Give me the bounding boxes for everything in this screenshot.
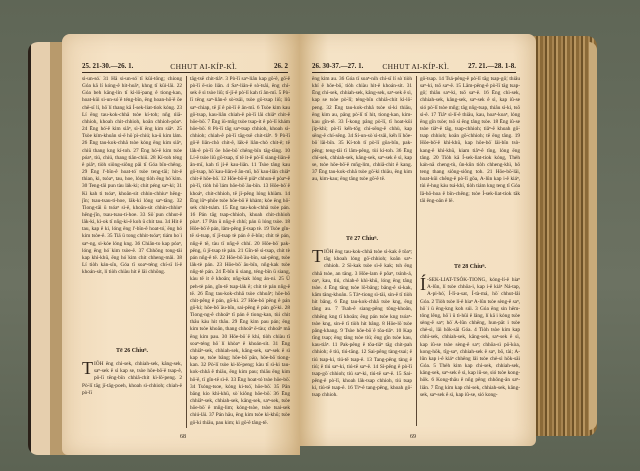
- right-header-ref: 26. 30-37.—27. 1.: [312, 62, 364, 70]
- left-header-ref-right: 26. 2: [274, 62, 288, 70]
- right-column-2: [420, 76, 520, 426]
- chapter-heading: Tē 28 Chiuⁿ.: [454, 264, 486, 270]
- drop-cap: T: [312, 246, 323, 267]
- page-number: 69: [410, 434, 416, 440]
- column-text: si-un-só͘. 31 Hā si-un-só͘ tī kūi-tōng; chiong Góa kā lí kóng-ê hit-hoāⁿ, khng tī kūi-lāi. 22 Góa beh kāng-lín tī kì-lō͘-pang ê tiong-kan, hoat-kūi si-un-só͘ ê téng-bīn, ēng hoan-hō͘-ê ōe chē-sī lí, hō͘ lí thang kā Í-sek-liat-tiok kóng. 23 Lí ēng tau-kok-chhâ tsòe kí-toh; nn̄g ńiā-chhioh, khoah chit-chhioh, koân chhioh-pòaⁿ. 24 Ēng hó͘-ê kim siâⁿ, sì-lí ēng kim siâⁿ. 25 Tsòe kím-khoân sì-ē hō͘ pì-chiú; ka-ū kim lám. 26 Ēng tau-kok-chhâ tsòe kóng ēng kim siâⁿ, chiū thang kng kí-toh. 27 Ēng hó͘-ê kim tsòe póaⁿ, tiú, chiú, thang tiân-chiū. 28 Kí-toh téng ê piâⁿ, tiòh siông-siông pâi tī Góa bīn-chêng. 29 Ēng l'-bīn-ê hoat-tó͘ tsòe teng-tāi; hit-ê thian, ki, tsóaⁿ, tau, hoe, lóng tiòh ēng hó͘ kim. 30 Teng-tāi pun tàu lák-ki; chit péng saⁿ-ki; 31 Ki kah ti tsóaⁿ, khoân-sit chhin-chhiuⁿ hēng-jîn; tsau-tsau-ti-hoe, lāk-ki lóng saⁿ-tāng. 32 Tiong-tāi ū tsóaⁿ sì-ê, khoân-sit chhin-chhiuⁿ hēng-jîn, tsau-tsau-ti-hoe. 33 Sō͘ pun chhut-ê lāk-ki, kì-ok tī nn̄g-ki-ê koh ū chit tau. 34 Hit ê tau, kap ê ki, lóng ēng l'-bīn-ê hoat-tó͘, ēng hó͘ kim tsòe-ê. 35 Tiā ū tong chhit-tsóaⁿ; tiám ho͘ i saⁿ-ng, si-kóe lóng kng. 36 Chiān-to kap póaⁿ, lóng ēng hó͘ kim tsòe-ê. 37 Chhōng tong-tāi kap khì-khū, ēng hó͘ kim chit chheng-mâi. 38 Lí tiòh kán-sīn, Góa tī soaⁿ-téng chí-sī lí-ê khoán-sit, lí tiòh chiàu hit ê lāi chhōng.: [82, 76, 182, 276]
- left-running-header: [82, 60, 288, 72]
- column-text: TIŌH ēng chì-sek, chhiah-sek, kâng-sek, saⁿ-sek ê sì kap se, tsòe hōe-bō͘-ê tsap-ê, pô-lī tēng-bīn chhiâ-chit kì-lō͘-peng. 2 Pò͘-lī tāg jī-tāg-poeh, khoah sì-chhioh; chiah-ê pò͘-lī: [82, 358, 182, 396]
- header-rule: [312, 72, 516, 73]
- right-running-header: [312, 60, 516, 72]
- book-right-page-edges: [531, 36, 597, 436]
- drop-cap: T: [82, 358, 93, 379]
- chapter-heading: Tē 27 Chiuⁿ.: [346, 236, 378, 242]
- right-page: [300, 34, 536, 446]
- page-number: 68: [180, 434, 186, 440]
- column-text: tāg-tsē chit-tiâⁿ. 3 Pò͘-lī saⁿ-liân kap gō͘-ê, gō͘-ê pò͘-lī ē-sio liân. 4 Saⁿ-liân-ê sò͘-tsâi, ēng chí-sek ê sì tsòe liû; tī-jī-ê pò͘-lī kah tī ân-mī. 5 Pò͘-lī tēng saⁿ-liân-ê sò͘-tsâi, tsòe gō͘-tsap liû; liû saⁿ-chiap, tē jī ê pò͘-lī ê ân-mī. 6 Tsòe kim kau gō͘-tsap, kau-liân chiah-ê pò͘-lī lâi chiâⁿ chit-ê hōe-bō͘. 7 Ēng iū-mn̄g tsòe tsap-it ê pò͘-lī khám hōe-bō͘. 8 Pò͘-lī tāg saⁿ-tsap chhioh, khoah sì-chhioh; chiah-ê pò͘-lī tāg-tsē chit-tiâⁿ. 9 Pò͘-lī gō͘-ê liân-chò chit-ê, lāk-ê liân-chò chit-ê; tē lāk-ê pò͘-lī ōe hōe-bō͘ chêng-bīn tāg-tāng. 10 Lí-ê tsòe liû gō͘-tsap, tī tē it-ê pò͘-lī siang-liân-ê ân-mī, kah tī ji-ê kau-liân. 11 Tsòe tâng kau gō͘-tsap, hō͘ kau-liân-ê ân-mī, hō͘ kau-liân chiâⁿ chit-ê hōe-bō͘. 12 Hōe-bō͘-ê piâⁿ chhun-ê pòaⁿ-ê pò͘-lī, tiòh hō͘ lám hōe-bō͘ āu-bīn. 13 Hōe-bō͘ ê khoáⁿ, chit-chhioh, tē jī-pêng lóng khiàm. 14 Ēng iûⁿ-phôe tsòe hōe-bō͘ ê khàm; kòe ēng hō͘-sek chit-tsàm. 15 Ēng tau-kok-chhâ tsòe pán. 16 Pán tāg tsap-chhioh, khoah chit-chhioh pòaⁿ. 17 Pán ū nn̄g-ê chhí; pán ū lóng tsòe. 18 Hōe-bō͘ ê pán, lâm-pêng jī-tsap tè. 19 Tsòe gîn-tē sì-tsap, tī jī-tsap tè pán ê ē-bīn; chit tè pán, nn̄g-ê tē, tàu tī nn̄g-ê chhí. 20 Hōe-bō͘ pak-pêng, ū jī-tsap tè pán. 21 Gîn-tē sì-tsap, chit tè pán nn̄g-ê tē. 22 Hōe-bō͘ āu-bīn, sai-pêng, tsòe lāk-tè pán. 23 Hōe-bō͘ āu-bīn, nn̄g-kak tsòe nn̄g-tè pán. 24 Ē-bīn ū siang, téng-bīn ū siang, kàu tē it ê khoân; nn̄g-kak lóng án-ni. 25 Ū peh-tè pán, gîn-tē tsap-lák ê; chit tè pán nn̄g-ê tē. 26 Ēng tau-kok-chhâ tsòe chhoâⁿ; hōe-bō͘ chit-pêng ê pán, gō͘-ki. 27 Hōe-bō͘ pêng ê pán gō͘-ki; hōe-bō͘ āu-bīn, sai-pêng ê pán gō͘-ki. 28 Tiong-ng-ê chhoâⁿ tī pán ê tiong-kan, tùi chit thâu kàu hit thâu. 29 Ēng kim pau pán; ēng kim tsòe khoân, thang chhoâⁿ ē-tàu; chhoâⁿ mā ēng kim pau. 30 Hōe-bō͘ ē khí, tiòh chiàu tī soaⁿ-téng hō͘ lí khòaⁿ ê khoán-sit. 31 Ēng chhiâⁿ-sek, chhiah-sek, kâng-sek, saⁿ-sek ê sì kap se, tsòe bâng; hōe-bō͘ pān, hōe-bō͘ tiong-kan. 32 Pò͘-lī tsòe ki-lō͘-peng; kàu tī sì-ki tau-kok-chhâ ê thiāu, ēng kim pau; thiāu ēng kim hō͘-ê, tī gîn-tē sì-ê. 33 Ēng hoat-tó͘ tsòe hōe-bō͘. 34 Tsóng-tsoe, kóng ki-tsó͘, hōe-bō͘. 35 Pān bāng kio khì-khū, sò͘ kiông hōe-bō͘. 36 Ēng chhiâⁿ-sek, chhiah-sek, kâng-sek, saⁿ-sek, tsòe hōe-bō͘ ê mn̄g-lim; kóng-tsòe, tsòe tsai-sek chiú-lāi. 37 Pán hāu, ēng kim tsòe kì-khū; tsòe gō͘-ki thiāu, pau kim; kì gō͘-ê tâng-tē.: [190, 76, 290, 426]
- chapter-heading: Tē 26 Chiuⁿ.: [116, 348, 148, 354]
- column-text: ēng kim au. 36 Góa tī soaⁿ-nih chí-sī lí sò͘ tiòh khí ê hōe-bō͘, tiòh chiàu hit-ê khoán-sit. 31 Ēng chí-sek, chhiah-sek, kâng-sek, saⁿ-sek ê sì, kap se tsòe pò͘-lī; téng-bīn chhiâ-chit kì-lō͘-peng. 32 Ēng tau-kok-chhâ tsòe sì-ki thiāu, ēng kim au, pâng pò͘-lī tī hit, tiong-kan, kim-kau gîn-tē. 33 Í-kong pâng pò͘-lī, tī hoat-kūi jīp-khì; pò͘-lī kéh-tōg chí-sēng-ê chhù, kap sēng-ê chí-sēng. 34 Sí-un-sò͘ sì-tsâi, kéh lī hōe-bō͘ lāi-bīn. 35 Kí-toh tī pò͘-lī gōa-bīn, pak-pêng; teng-tāi tī lâm-pêng, tùi kí-toh. 36 Ēng chí-sek, chhiah-sek, kâng-sek, saⁿ-sek ê sì, kap se, tsòe hōe-bō͘-ê mn̄g-lim, chhiâ-chit ê kang. 37 Ēng tau-kok-chhâ tsòe gō͘-ki thiāu, ēng kim au, kim-kau; ēng tâng tsòe gō͘-ê tē.: [312, 76, 412, 183]
- left-page: [62, 34, 300, 455]
- left-column-2: [190, 76, 290, 429]
- column-text: Í -SEK-LIAT-TSÓK-TIONG, kóng-lí-ê hiaⁿ A-lûn, lí tsòe chhōa-i, kap i-ê kiáⁿ Ná-tap, A-pi-hó͘, Í-lî-a-sat, Í-tà-má, hō͘ chhut-lâi Góa. 2 Tiòh tsòe lí-ê hiaⁿ A-lûn tsòe sèng-ê saⁿ, hō͘ i ū êng-kng koh súi. 3 Góa ēng sin hēm-tông lêng, hō͘ i ū tì-hūi ê lâng, lí kā i kóng tsòe sèng-ê saⁿ; hō͘ A-lûn chhēng, hun-pāt i tsòe chè-sì, lâi hōk-sāi Góa. 4 Tiòh tsòe kim kap chhì-sek, chhiah-sek, kâng-sek, saⁿ-sek ê sì, kap iû-se tsòe sèng-ê saⁿ; chhōa-sì pō͘-kòa, kong-hōk, tîg-saⁿ, chhiah-sek ê saⁿ, bō, tài; A-lûn kap i-ê kiáⁿ chhēng lâi tsòe chè-sì hōk-sāi Góa. 5 Thèh kim kap chì-sek, chhiah-sek, kâng-sek, saⁿ-sek ê sì, kap iû-se, sió tsòe kong-hōk. 6 Kong-thâu ê nn̄g pêng chhōng-ân saⁿ-liân. 7 Ēng kim kap chì-sek, chhiah-sek, kâng-sek, saⁿ-sek ê sì, kap iû-se, sió kong-: [420, 274, 520, 398]
- right-header-ref-right: 27. 21.—28. 1-8.: [468, 62, 516, 70]
- column-divider: [416, 76, 417, 426]
- left-header-ref: 25. 21-30.—26. 1.: [82, 62, 134, 70]
- open-book: [26, 34, 586, 460]
- right-header-title: CHHUT AI-KÍP-KÌ.: [382, 61, 450, 71]
- left-header-title: CHHUT AI-KÍP-KÌ.: [170, 61, 238, 71]
- header-rule: [82, 72, 288, 73]
- left-column-1: [82, 76, 182, 431]
- column-text: gō͘-tsap. 14 Tsá-pêng-ê pò͘-lī tāg tsap-gō͘; thiâu saⁿ-ki, tsō saⁿ-ê. 15 Lâm-pêng-ê pò͘-lī tāg tsap-gō͘; thiâu saⁿ-ki, tsō saⁿ-ê. 16 Ēng chì-sek, chhiah-sek, kâng-sek, saⁿ-sek ê sì, kap iû-se sió pò͘-lī tsòe mn̄g; tāg nn̄g-tsap, thiâu sì-ki, tsō sì-ê. 17 Tiâⁿ sì-lī-ê thiâu, kau, hoaⁿ-koaⁿ, lóng ēng gîn tsòe; tsō sì ēng tâng tsòe. 18 Ēng iû-se tsòe tiâⁿ-ê tāg, tsap-chhioh; tiâⁿ-ê khoah gō͘-tsap chhioh; koân gō͘-chhioh; tē ēng tâng. 19 Hōe-bō͘-ê khì-khū, kap hōe-bō͘ lāi-bīn tsò-kang-ê khì-khū, kiam tiâⁿ-ê tīng, lóng ēng tâng. 20 Tiòh kā Í-sek-liat-tiok kóng, Thèh ka̍n-nā cheng-tù, ûn-kûn tiòh chheng-khì, hō͘ teng thang siông-siông toh. 21 Hōe-bō͘-lāi, hoat-kūi chêng-ê pò͘-lī gōa, A-lûn kap i-ê kiáⁿ, tùi ê-hng kàu tsá-khí, tiòh tiám kng teng tī Góa Iâ-hō-hoa ê bīn-chêng; tsòe Í-sek-liat-tiok tāk tāi êng-oân ê lē.: [420, 76, 520, 204]
- column-divider: [186, 76, 187, 428]
- right-column-1: [312, 76, 412, 429]
- column-text: TIŌH ēng tau-kok-chhâ tsòe sì-kak ê tōaⁿ; tāg khoah lóng gō͘-chhioh; koân saⁿ-chhioh. 2 Sì-kak tsòe sì-ê kak; tsh ēng chhâ tsòe, an tâng. 3 Hōe-lam ê pôaⁿ, tsình-á, oaⁿ, kau, tiú, chiah-ê khì-khū, lóng ēng tâng tsòe. 4 Ēng tâng tsòe lō͘-bâng; bâng-ê sì-kak, kâm tâng-khoân. 5 Tàⁿ-tiong sì-tāi, sin-ê tī tiòh hit bâng. 6 Ēng tau-kok-chhâ tsòe kng, ēng tâng au. 7 Tsah-ê siang-pêng tōng-khoân, chhēng kng tī khoân; ēng pán tsòe kng tsóaⁿ-tsòe kng, sin-ê tī tiòh hit bâng. 8 Hōe-lō͘ tsòe pâng-khang. 9 Tsòe hōe-bō͘ ê tōa-tiâⁿ. 10 Kap tīng tsap; ēng tâng tsòe tiú; ēng gîn tsòe kau, kau-tiâⁿ. 11 Pak-pêng ê tōa-tiâⁿ tāg chit-pah chhioh; ê tiú, tiú-tāng. 12 Sai-pêng tàng-tsai; ê tiú tsap-ki, tiú-tē tsap-ê. 13 Tang-pêng tàng ê tiú; ê tiú saⁿ-ki, tiú-tē saⁿ-ê. 14 Sí-pêng ê pò͘-lī tsap-gō͘ chhioh; tiú saⁿ-ki, tiú-tē saⁿ-ê. 15 Sai-pêng-ê pò͘-lī, khoah lāk-tsap chhioh, tiú tsap ki, tiú-tē tsap-ê. 16 Tiⁿ-ê tang-pêng, khoah gō͘-tsap chhioh.: [312, 246, 412, 399]
- drop-cap: Í: [420, 274, 426, 295]
